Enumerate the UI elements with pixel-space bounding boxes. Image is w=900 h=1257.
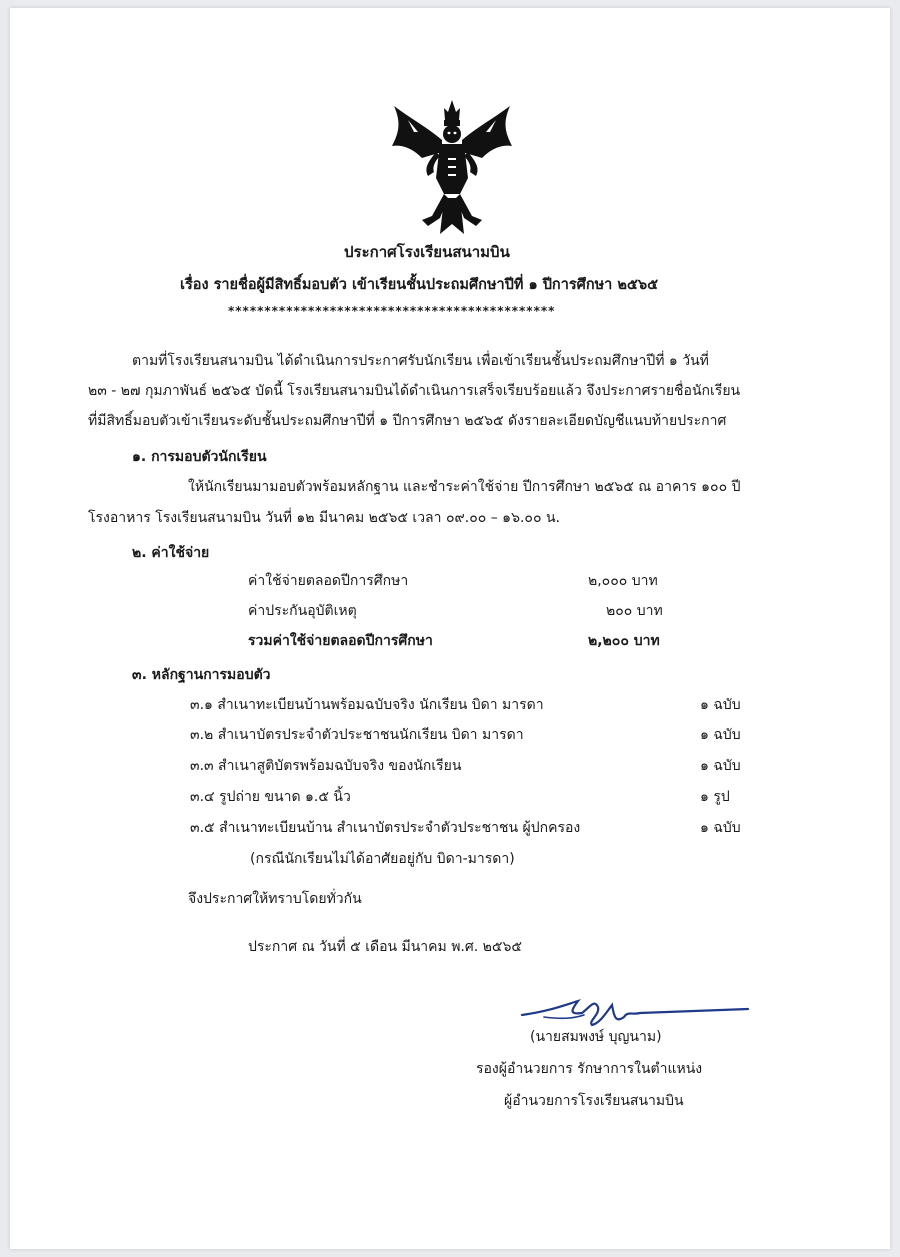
signatory-position-1: รองผู้อำนวยการ รักษาการในตำแหน่ง <box>476 1061 703 1077</box>
evidence-item: ๓.๔ รูปถ่าย ขนาด ๑.๕ นิ้ว <box>190 789 351 805</box>
evidence-note: (กรณีนักเรียนไม่ได้อาศัยอยู่กับ บิดา-มารดา) <box>250 851 515 867</box>
announcement-date: ประกาศ ณ วันที่ ๕ เดือน มีนาคม พ.ศ. ๒๕๖๕ <box>248 939 522 955</box>
expense-total-label: รวมค่าใช้จ่ายตลอดปีการศึกษา <box>248 633 433 649</box>
expense-amount: ๒,๐๐๐ บาท <box>588 573 658 589</box>
section-1-line-2: โรงอาหาร โรงเรียนสนามบิน วันที่ ๑๒ มีนาคม ๒๕๖๕ เวลา ๐๙.๐๐ – ๑๖.๐๐ น. <box>88 510 560 526</box>
expense-label: ค่าใช้จ่ายตลอดปีการศึกษา <box>248 573 409 589</box>
document-subject: เรื่อง รายชื่อผู้มีสิทธิ์มอบตัว เข้าเรียนชั้นประถมศึกษาปีที่ ๑ ปีการศึกษา ๒๕๖๕ <box>180 277 659 293</box>
evidence-item: ๓.๕ สำเนาทะเบียนบ้าน สำเนาบัตรประจำตัวประชาชน ผู้ปกครอง <box>190 820 581 836</box>
title-divider: ********************************************* <box>228 304 556 318</box>
evidence-qty: ๑ ฉบับ <box>700 727 741 743</box>
signatory-position-2: ผู้อำนวยการโรงเรียนสนามบิน <box>504 1093 684 1109</box>
evidence-qty: ๑ ฉบับ <box>700 758 741 774</box>
garuda-emblem-icon <box>388 98 516 238</box>
evidence-item: ๓.๑ สำเนาทะเบียนบ้านพร้อมฉบับจริง นักเรียน บิดา มารดา <box>190 697 544 713</box>
evidence-qty: ๑ รูป <box>700 789 730 805</box>
section-2-heading: ๒. ค่าใช้จ่าย <box>132 545 210 561</box>
closing-announce: จึงประกาศให้ทราบโดยทั่วกัน <box>188 891 362 907</box>
intro-line-2: ๒๓ - ๒๗ กุมภาพันธ์ ๒๕๖๕ บัดนี้ โรงเรียนสนามบินได้ดำเนินการเสร็จเรียบร้อยแล้ว จึงประกาศรายชื่อนักเรียน <box>88 383 741 399</box>
evidence-qty: ๑ ฉบับ <box>700 820 741 836</box>
evidence-item: ๓.๓ สำเนาสูติบัตรพร้อมฉบับจริง ของนักเรียน <box>190 758 462 774</box>
expense-amount: ๒๐๐ บาท <box>606 603 663 619</box>
announcement-page <box>10 8 890 1249</box>
section-1-line-1: ให้นักเรียนมามอบตัวพร้อมหลักฐาน และชำระค่าใช้จ่าย ปีการศึกษา ๒๕๖๕ ณ อาคาร ๑๐๐ ปี <box>188 479 741 495</box>
intro-line-3: ที่มีสิทธิ์มอบตัวเข้าเรียนระดับชั้นประถมศึกษาปีที่ ๑ ปีการศึกษา ๒๕๖๕ ดังรายละเอียดบัญชีแนบท้ายประกาศ <box>88 413 727 429</box>
expense-total-amount: ๒,๒๐๐ บาท <box>588 633 660 649</box>
section-1-heading: ๑. การมอบตัวนักเรียน <box>132 449 267 465</box>
evidence-qty: ๑ ฉบับ <box>700 697 741 713</box>
intro-line-1: ตามที่โรงเรียนสนามบิน ได้ดำเนินการประกาศรับนักเรียน เพื่อเข้าเรียนชั้นประถมศึกษาปีที่ ๑ วันที่ <box>132 353 709 369</box>
expense-label: ค่าประกันอุบัติเหตุ <box>248 603 357 619</box>
evidence-item: ๓.๒ สำเนาบัตรประจำตัวประชาชนนักเรียน บิดา มารดา <box>190 727 524 743</box>
document-title: ประกาศโรงเรียนสนามบิน <box>344 243 510 261</box>
signatory-name: (นายสมพงษ์ บุญนาม) <box>530 1029 662 1045</box>
section-3-heading: ๓. หลักฐานการมอบตัว <box>132 667 271 683</box>
